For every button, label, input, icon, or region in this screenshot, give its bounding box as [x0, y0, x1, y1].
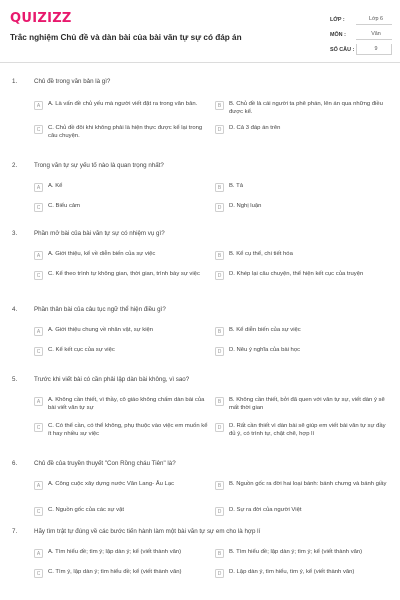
answer-option-d[interactable]	[215, 202, 393, 212]
option-letter-box: A	[34, 183, 43, 192]
option-letter-box: A	[34, 481, 43, 490]
option-letter-box: B	[215, 183, 224, 192]
answer-option-b[interactable]	[215, 182, 393, 192]
option-text: D. Rất cần thiết vì dàn bài sẽ giúp em viết bài văn tự sự đầy đủ ý, có trình tự, chặt chẽ, hợp lí	[229, 423, 386, 437]
option-text: A. Giới thiệu chung về nhân vật, sự kiện	[48, 327, 154, 333]
option-text: D. Khép lại câu chuyện, thể hiện kết cục của truyện	[229, 271, 364, 277]
worksheet-title: Trắc nghiệm Chủ đề và dàn bài của bài văn tự sự có đáp án	[10, 33, 242, 42]
option-text: D. Nghị luận	[229, 203, 262, 209]
option-text: B. Chủ đề là cái người ta phê phán, lên án qua những điều được kể.	[229, 101, 383, 115]
option-text: B. Kể cụ thể, chi tiết hóa	[229, 251, 293, 257]
question-number: 5.	[12, 376, 18, 383]
option-text: A. Không cần thiết, vì thầy, cô giáo không chấm dàn bài của bài viết văn tự sự	[48, 397, 205, 411]
option-text: D. Sự ra đời của người Việt	[229, 507, 302, 513]
option-text: D. Cả 3 đáp án trên	[229, 125, 281, 131]
question-text: Trong văn tự sự yếu tố nào là quan trọng nhất?	[34, 162, 164, 169]
option-letter-box: C	[34, 423, 43, 432]
meta-label: SỐ CÂU :	[330, 46, 355, 53]
option-letter-box: B	[215, 481, 224, 490]
meta-row-subject	[330, 27, 392, 42]
answer-option-b[interactable]	[215, 100, 393, 116]
meta-label: LỚP :	[330, 16, 345, 23]
meta-row-count	[330, 42, 392, 57]
answer-option-a[interactable]	[34, 182, 212, 192]
option-letter-box: B	[215, 251, 224, 260]
answer-option-c[interactable]	[34, 270, 212, 280]
answer-option-c[interactable]	[34, 422, 212, 438]
meta-row-class	[330, 12, 392, 27]
question-number: 3.	[12, 230, 18, 237]
option-letter-box: A	[34, 397, 43, 406]
answer-option-d[interactable]	[215, 346, 393, 356]
option-letter-box: C	[34, 125, 43, 134]
option-letter-box: B	[215, 101, 224, 110]
option-text: C. Chủ đề đôi khi không phải là hiện thực được kể lại trong câu chuyện.	[48, 125, 203, 139]
option-letter-box: C	[34, 203, 43, 212]
option-letter-box: B	[215, 549, 224, 558]
option-text: D. Lập dàn ý, tìm hiểu, tìm ý, kể (viết thành văn)	[229, 569, 355, 575]
question-text: Trước khi viết bài có cần phải lập dàn bài không, vì sao?	[34, 376, 190, 383]
answer-option-d[interactable]	[215, 506, 393, 516]
option-letter-box: C	[34, 347, 43, 356]
question-number: 6.	[12, 460, 18, 467]
answer-option-b[interactable]	[215, 480, 393, 490]
meta-value: Văn	[356, 29, 392, 40]
quizizz-logo[interactable]	[10, 10, 72, 26]
option-letter-box: D	[215, 569, 224, 578]
answer-option-a[interactable]	[34, 326, 212, 336]
question-text: Chủ đề của truyền thuyết "Con Rồng cháu Tiên" là?	[34, 460, 176, 467]
option-text: D. Nêu ý nghĩa của bài học	[229, 347, 301, 353]
option-letter-box: C	[34, 507, 43, 516]
option-letter-box: D	[215, 507, 224, 516]
header-divider	[0, 62, 400, 63]
logo-text: QUIZIZZ	[10, 10, 72, 26]
option-text: B. Kể diễn biến của sự việc	[229, 327, 301, 333]
answer-option-a[interactable]	[34, 480, 212, 490]
option-letter-box: B	[215, 327, 224, 336]
answer-option-b[interactable]	[215, 326, 393, 336]
option-letter-box: D	[215, 125, 224, 134]
answer-option-b[interactable]	[215, 250, 393, 260]
option-letter-box: B	[215, 397, 224, 406]
option-text: C. Kể kết cục của sự việc	[48, 347, 115, 353]
answer-option-a[interactable]	[34, 548, 212, 558]
option-letter-box: C	[34, 271, 43, 280]
worksheet-header	[0, 0, 400, 62]
question-text: Hãy tìm trật tự đúng về các bước tiến hành làm một bài văn tự sự em cho là hợp lí	[34, 528, 261, 535]
question-number: 4.	[12, 306, 18, 313]
option-letter-box: A	[34, 327, 43, 336]
question-text: Chủ đề trong văn bản là gì?	[34, 78, 111, 85]
question-number: 7.	[12, 528, 18, 535]
question-text: Phần thân bài của câu tục ngữ thể hiện điều gì?	[34, 306, 166, 313]
option-text: A. Giới thiệu, kể về diễn biến của sự việc	[48, 251, 156, 257]
answer-option-a[interactable]	[34, 100, 212, 110]
answer-option-c[interactable]	[34, 124, 212, 140]
meta-label: MÔN :	[330, 31, 346, 38]
option-text: C. Có thể cần, có thể không, phụ thuộc vào việc em muốn kể ít hay nhiều sự việc	[48, 423, 208, 437]
answer-option-c[interactable]	[34, 202, 212, 212]
option-text: A. Kể	[48, 183, 63, 189]
option-letter-box: D	[215, 271, 224, 280]
answer-option-d[interactable]	[215, 422, 393, 438]
meta-value: Lớp 6	[356, 14, 392, 25]
option-text: C. Nguồn gốc của các sự vật	[48, 507, 124, 513]
option-letter-box: D	[215, 203, 224, 212]
option-letter-box: C	[34, 569, 43, 578]
answer-option-b[interactable]	[215, 396, 393, 412]
answer-option-a[interactable]	[34, 250, 212, 260]
worksheet-meta	[330, 12, 392, 57]
answer-option-a[interactable]	[34, 396, 212, 412]
option-text: A. Là vấn đề chủ yếu mà người viết đặt ra trong văn bản.	[48, 101, 198, 107]
question-number: 2.	[12, 162, 18, 169]
question-number: 1.	[12, 78, 18, 85]
option-text: A. Công cuộc xây dựng nước Văn Lang- Âu Lạc	[48, 481, 175, 487]
option-text: B. Tả	[229, 183, 243, 189]
answer-option-d[interactable]	[215, 124, 393, 134]
option-letter-box: D	[215, 423, 224, 432]
answer-option-c[interactable]	[34, 506, 212, 516]
option-text: C. Kể theo trình tự không gian, thời gian, trình bày sự việc	[48, 271, 200, 277]
option-text: B. Nguồn gốc ra đời hai loại bánh: bánh chưng và bánh giầy	[229, 481, 387, 487]
answer-option-c[interactable]	[34, 568, 212, 578]
option-letter-box: D	[215, 347, 224, 356]
option-text: B. Tìm hiểu đề; lập dàn ý; tìm ý; kể (viết thành văn)	[229, 549, 363, 555]
option-text: C. Biểu cảm	[48, 203, 81, 209]
option-text: A. Tìm hiểu đề; tìm ý; lập dàn ý; kể (viết thành văn)	[48, 549, 182, 555]
answer-option-d[interactable]	[215, 270, 393, 280]
option-letter-box: A	[34, 549, 43, 558]
answer-option-d[interactable]	[215, 568, 393, 578]
option-letter-box: A	[34, 251, 43, 260]
option-letter-box: A	[34, 101, 43, 110]
question-text: Phần mở bài của bài văn tự sự có nhiệm vụ gì?	[34, 230, 165, 237]
answer-option-c[interactable]	[34, 346, 212, 356]
meta-value: 9	[356, 44, 392, 55]
option-text: C. Tìm ý, lập dàn ý; tìm hiểu đề; kể (viết thành văn)	[48, 569, 182, 575]
option-text: B. Không cần thiết, bởi đã quen với văn tự sự, viết dàn ý sẽ mất thời gian	[229, 397, 385, 411]
answer-option-b[interactable]	[215, 548, 393, 558]
